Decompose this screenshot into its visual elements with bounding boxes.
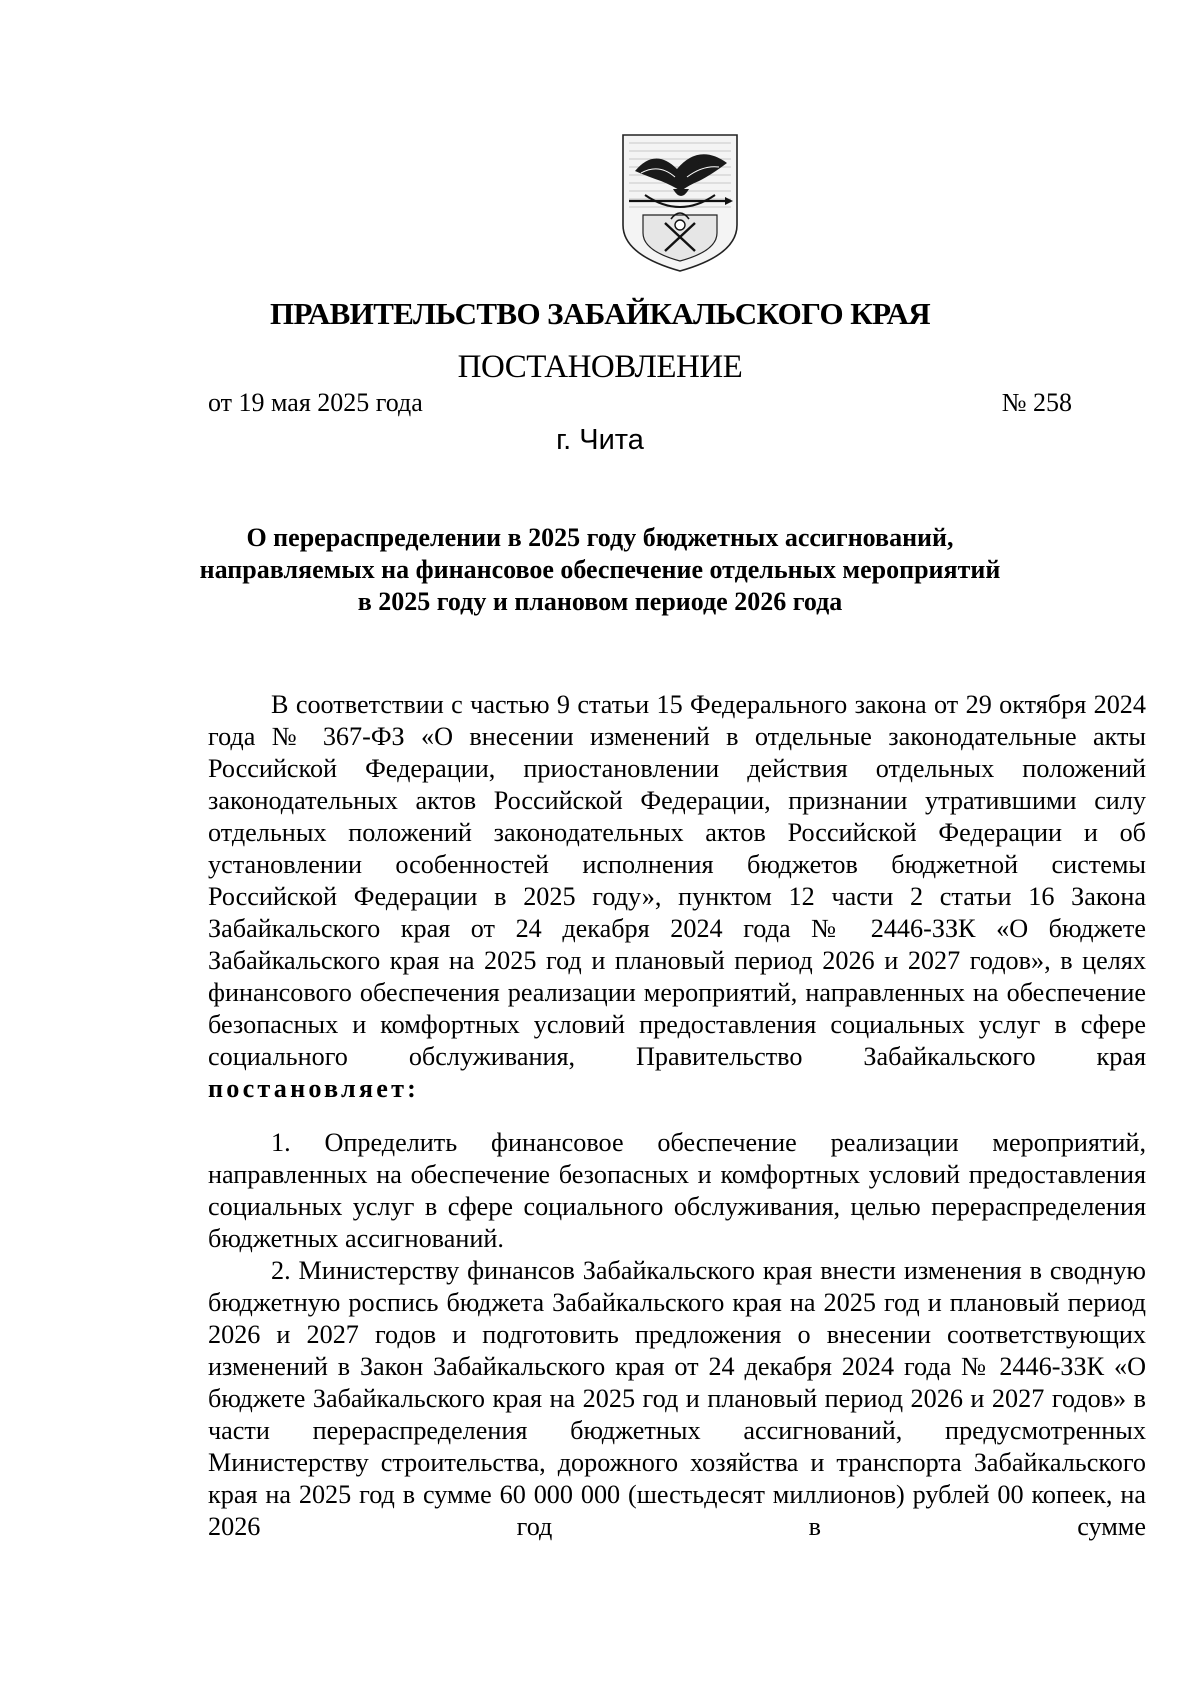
item-1-paragraph: 1. Определить финансовое обеспечение реализации мероприятий, направленных на обеспечение безопасных и комфортных условий предоставления социальных услуг в сфере социального обслуживания, целью перераспределения бюджетных ассигнований. — [208, 1128, 1146, 1253]
organization-title: ПРАВИТЕЛЬСТВО ЗАБАЙКАЛЬСКОГО КРАЯ — [269, 296, 931, 331]
coat-of-arms-emblem — [615, 133, 745, 273]
decree-colon: : — [407, 1074, 420, 1103]
title-line: в 2025 году и плановом периоде 2026 года — [357, 587, 843, 616]
item-2-paragraph: 2. Министерству финансов Забайкальского края внести изменения в сводную бюджетную роспись бюджета Забайкальского края на 2025 год и плановый период 2026 и 2027 годов и подготовить предложения о внесении соответствующих изменений в Закон Забайкальского края от 24 декабря 2024 года № 2446-ЗЗК «О бюджете Забайкальского края на 2025 год и плановый период 2026 и 2027 годов» в части перераспределения бюджетных ассигнований, предусмотренных Министерству строительства, дорожного хозяйства и транспорта Забайкальского края на 2025 год в сумме 60 000 000 (шестьдесят миллионов) рублей 00 копеек, на 2026 год в сумме — [208, 1256, 1146, 1541]
document-city: г. Чита — [556, 424, 644, 456]
document-number: № 258 — [1001, 388, 1072, 417]
preamble-text: В соответствии с частью 9 статьи 15 Федерального закона от 29 октября 2024 года № 367-ФЗ «О внесении изменений в отдельные законодательные акты Российской Федерации, приостановлении действия отдельных положений законодательных актов Российской Федерации, признании утратившими силу отдельных положений законодательных актов Российской Федерации и об установлении особенностей исполнения бюджетов бюджетной системы Российской Федерации в 2025 году», пунктом 12 части 2 статьи 16 Закона Забайкальского края от 24 декабря 2024 года № 2446-ЗЗК «О бюджете Забайкальского края на 2025 год и плановый период 2026 и 2027 годов», в целях финансового обеспечения реализации мероприятий, направленных на обеспечение безопасных и комфортных условий предоставления социальных услуг в сфере социального обслуживания, Правительство Забайкальского края — [208, 690, 1146, 1071]
preamble-paragraph — [208, 689, 1146, 1105]
decree-word: постановляет — [208, 1074, 408, 1103]
document-type: ПОСТАНОВЛЕНИЕ — [457, 349, 743, 385]
title-line: направляемых на финансовое обеспечение отдельных мероприятий — [199, 555, 1001, 584]
document-title — [0, 522, 1200, 618]
document-date: от 19 мая 2025 года — [208, 388, 423, 417]
title-line: О перераспределении в 2025 году бюджетных ассигнований, — [246, 523, 954, 552]
document-body — [208, 689, 1146, 1543]
coat-of-arms-icon — [615, 133, 745, 273]
